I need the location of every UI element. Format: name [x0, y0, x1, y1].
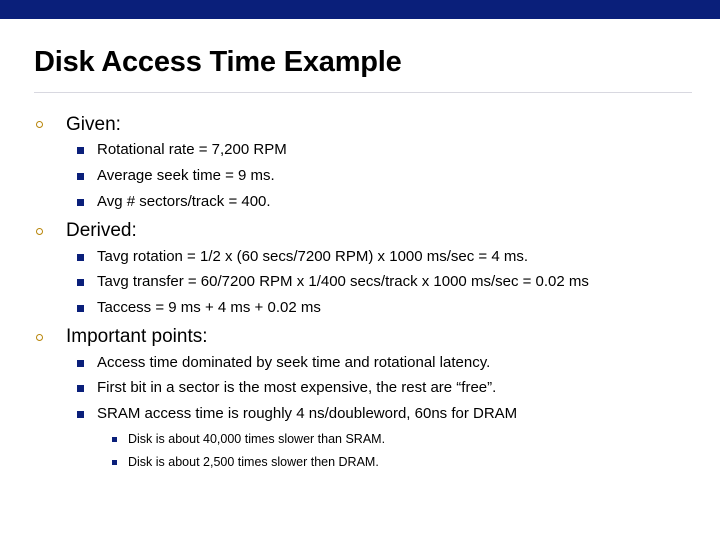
title-divider: [34, 92, 692, 93]
circle-bullet-icon: [36, 121, 43, 128]
bullet-item: SRAM access time is roughly 4 ns/doubleword, 60ns for DRAM: [97, 405, 518, 422]
square-bullet-icon: [77, 173, 84, 180]
bullet-item: Rotational rate = 7,200 RPM: [97, 141, 287, 158]
bullet-item: Tavg transfer = 60/7200 RPM x 1/400 secs/track x 1000 ms/sec = 0.02 ms: [97, 273, 589, 290]
bullet-item: Taccess = 9 ms + 4 ms + 0.02 ms: [97, 299, 321, 316]
sub-bullet-item: Disk is about 2,500 times slower then DRAM.: [128, 455, 379, 469]
bullet-item: Access time dominated by seek time and rotational latency.: [97, 354, 491, 371]
bullet-item: Tavg rotation = 1/2 x (60 secs/7200 RPM) x 1000 ms/sec = 4 ms.: [97, 248, 529, 265]
square-bullet-icon: [77, 254, 84, 261]
square-bullet-icon: [77, 147, 84, 154]
square-bullet-icon: [77, 279, 84, 286]
sub-bullet-item: Disk is about 40,000 times slower than SRAM.: [128, 432, 386, 446]
section-heading-derived: Derived:: [66, 220, 137, 241]
square-bullet-icon: [77, 385, 84, 392]
circle-bullet-icon: [36, 334, 43, 341]
slide-title: Disk Access Time Example: [34, 46, 402, 78]
square-bullet-icon: [77, 305, 84, 312]
header-bar: [0, 0, 720, 19]
small-square-bullet-icon: [112, 437, 117, 442]
square-bullet-icon: [77, 411, 84, 418]
circle-bullet-icon: [36, 228, 43, 235]
section-heading-important-points: Important points:: [66, 326, 208, 347]
small-square-bullet-icon: [112, 460, 117, 465]
bullet-item: First bit in a sector is the most expensive, the rest are “free”.: [97, 379, 497, 396]
square-bullet-icon: [77, 199, 84, 206]
bullet-item: Avg # sectors/track = 400.: [97, 193, 271, 210]
bullet-item: Average seek time = 9 ms.: [97, 167, 275, 184]
section-heading-given: Given:: [66, 114, 121, 135]
square-bullet-icon: [77, 360, 84, 367]
